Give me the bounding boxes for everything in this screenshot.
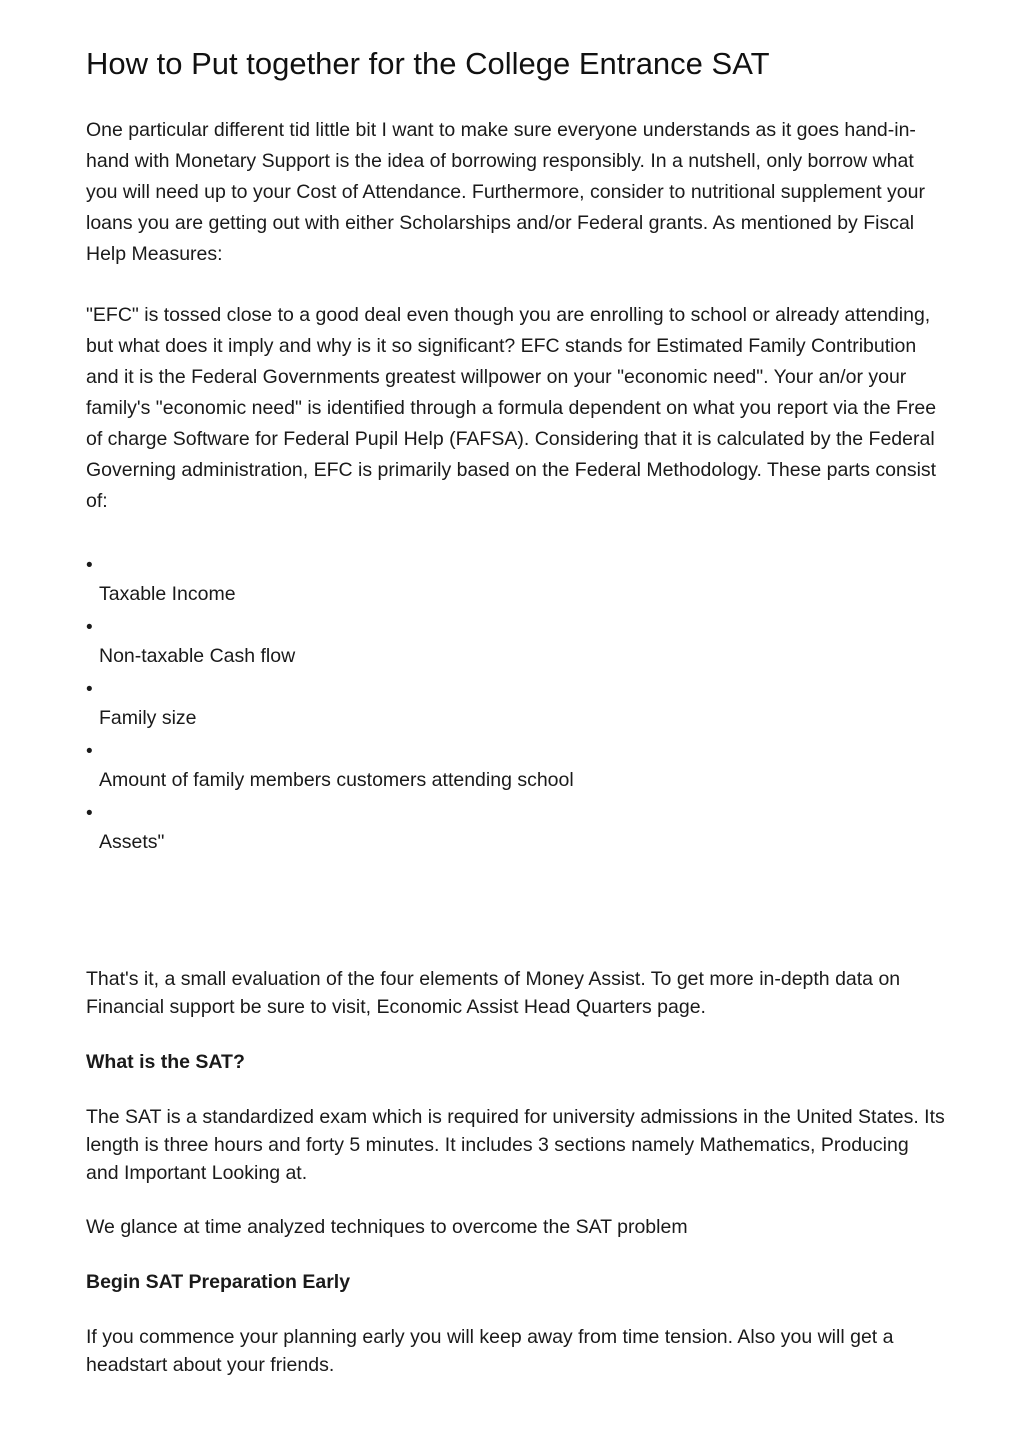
begin-early-paragraph: If you commence your planning early you will keep away from time tension. Also you will get a headstart about your friends. [86,1326,894,1376]
list-item-text: Family size [99,707,197,729]
summary-paragraph: That's it, a small evaluation of the four elements of Money Assist. To get more in-depth data on Financial support be sure to visit, Economic Assist Head Quarters page. [86,968,901,1018]
list-item [86,614,946,676]
list-item-text: Amount of family members customers attending school [99,769,574,791]
techniques-paragraph: We glance at time analyzed techniques to overcome the SAT problem [86,1216,688,1238]
list-item [86,676,946,738]
sat-description-paragraph: The SAT is a standardized exam which is required for university admissions in the United States. Its length is three hours and forty 5 minutes. It includes 3 sections namely Mathematics, Producing and Important Looking at. [86,1106,945,1184]
bullet-icon: • [86,679,93,700]
efc-factors-list [86,552,946,862]
intro-paragraph: One particular different tid little bit I want to make sure everyone understands as it goes hand-in-hand with Monetary Support is the idea of borrowing responsibly. In a nutshell, only borrow what you will need up to your Cost of Attendance. Furthermore, consider to nutritional supplement your loans you are getting out with either Scholarships and/or Federal grants. As mentioned by Fiscal Help Measures: [86,119,925,265]
list-item [86,738,946,800]
list-item [86,552,946,614]
list-item-text: Non-taxable Cash flow [99,645,296,667]
bullet-icon: • [86,741,93,762]
list-item [86,800,946,862]
section-heading-what-is-sat: What is the SAT? [86,1051,245,1073]
bullet-icon: • [86,803,93,824]
bullet-icon: • [86,555,93,576]
page-title: How to Put together for the College Entrance SAT [86,46,770,81]
section-heading-begin-early: Begin SAT Preparation Early [86,1271,351,1293]
list-item-text: Taxable Income [99,583,236,605]
efc-paragraph: "EFC" is tossed close to a good deal even though you are enrolling to school or already attending, but what does it imply and why is it so significant? EFC stands for Estimated Family Contribution and it is the Federal Governments greatest willpower on your "economic need". Your an/or your family's "economic need" is identified through a formula dependent on what you report via the Free of charge Software for Federal Pupil Help (FAFSA). Considering that it is calculated by the Federal Governing administration, EFC is primarily based on the Federal Methodology. These parts consist of: [86,304,937,512]
bullet-icon: • [86,617,93,638]
list-item-text: Assets" [99,831,165,853]
